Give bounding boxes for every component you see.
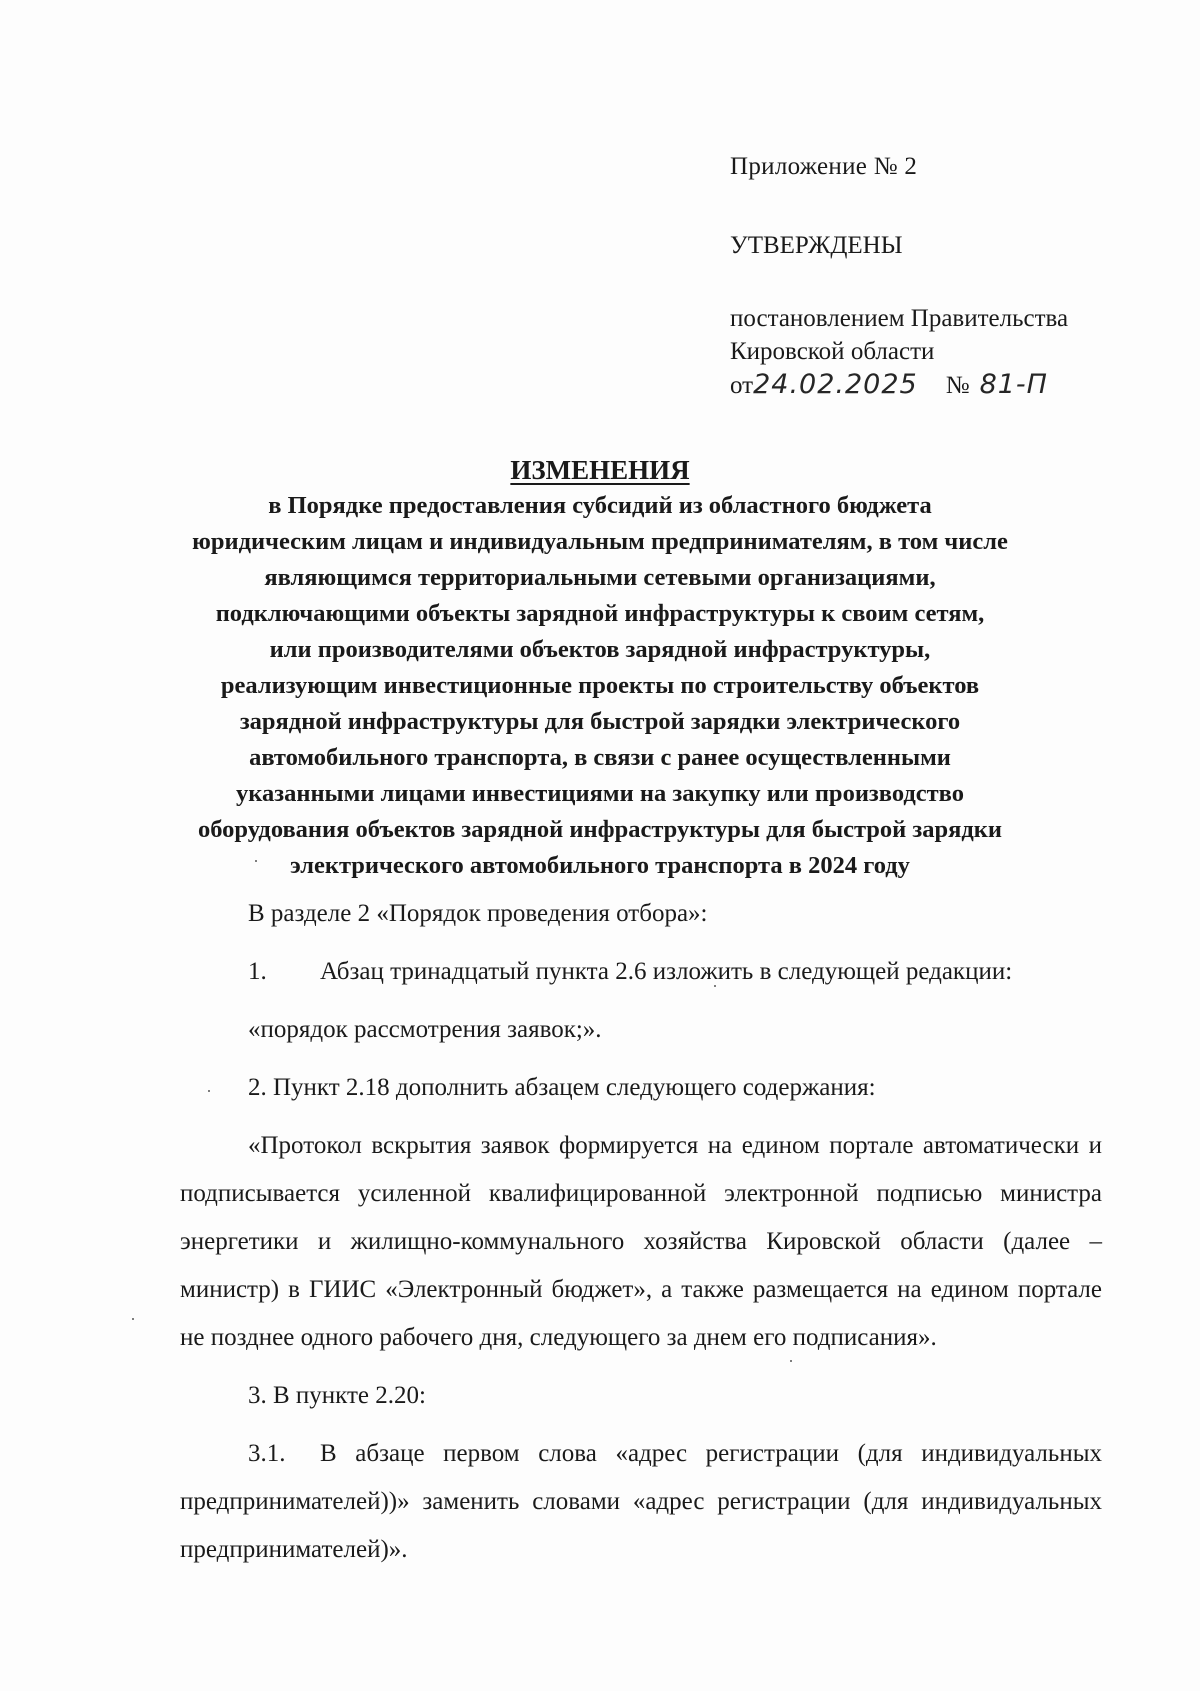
item-1-quote: «порядок рассмотрения заявок;». [248, 1016, 602, 1043]
item-2-quote: «Протокол вскрытия заявок формируется на едином портале автоматически и подписывается усиленной квалифицированной электронной подписью министра энергетики и жилищно-коммунального хозяйства Кировской области (далее – министр) в ГИИС «Электронный бюджет», а также размещается на едином портале не позднее одного рабочего дня, следующего за днем его подписания». [180, 1132, 1102, 1351]
scan-speck [208, 1090, 210, 1092]
item-1 [180, 948, 1102, 996]
scan-speck [255, 860, 257, 862]
item-3-1-text: В абзаце первом слова «адрес регистрации (для индивидуальных предпринимателей))» заменить словами «адрес регистрации (для индивидуальных предпринимателей)». [180, 1440, 1102, 1563]
document-title [100, 452, 1100, 884]
appendix-label: Приложение № 2 [730, 153, 918, 180]
title-line: юридическим лицам и индивидуальным предпринимателям, в том числе [192, 528, 1008, 555]
scan-speck [132, 1318, 134, 1320]
item-1-text: Абзац тринадцатый пункта 2.6 изложить в следующей редакции: [320, 958, 1013, 985]
approved-by-line-2: Кировской области [730, 338, 935, 365]
approval-block [730, 150, 1068, 402]
date-prefix: от [730, 372, 754, 399]
item-1-number: 1. [248, 958, 267, 985]
approved-by-line-1: постановлением Правительства [730, 305, 1069, 332]
title-line: реализующим инвестиционные проекты по строительству объектов [220, 672, 980, 699]
title-line: в Порядке предоставления субсидий из областного бюджета [268, 492, 932, 519]
scan-speck [714, 985, 716, 987]
section-intro: В разделе 2 «Порядок проведения отбора»: [248, 900, 708, 927]
title-line: или производителями объектов зарядной инфраструктуры, [269, 636, 931, 663]
handwritten-date: 24.02.2025 [753, 369, 918, 400]
title-line: оборудования объектов зарядной инфраструктуры для быстрой зарядки [197, 816, 1002, 843]
document-body [180, 890, 1102, 1584]
title-line: являющимся территориальными сетевыми организациями, [264, 564, 936, 591]
title-line: автомобильного транспорта, в связи с ранее осуществленными [249, 744, 951, 771]
title-heading: ИЗМЕНЕНИЯ [510, 455, 690, 485]
title-line: указанными лицами инвестициями на закупку или производство [235, 780, 964, 807]
title-line: зарядной инфраструктуры для быстрой зарядки электрического [239, 708, 961, 735]
title-line: подключающими объекты зарядной инфраструктуры к своим сетям, [215, 600, 985, 627]
handwritten-number: 81-П [979, 369, 1048, 400]
date-number-line [730, 368, 1068, 402]
item-2: 2. Пункт 2.18 дополнить абзацем следующего содержания: [248, 1074, 876, 1101]
scan-speck [790, 1360, 792, 1362]
item-3: 3. В пункте 2.20: [248, 1382, 426, 1409]
number-label: № [945, 372, 970, 399]
item-3-1 [180, 1430, 1102, 1574]
item-3-1-number: 3.1. [248, 1440, 286, 1467]
title-line: электрического автомобильного транспорта в 2024 году [290, 852, 910, 879]
approved-label: УТВЕРЖДЕНЫ [730, 232, 903, 259]
